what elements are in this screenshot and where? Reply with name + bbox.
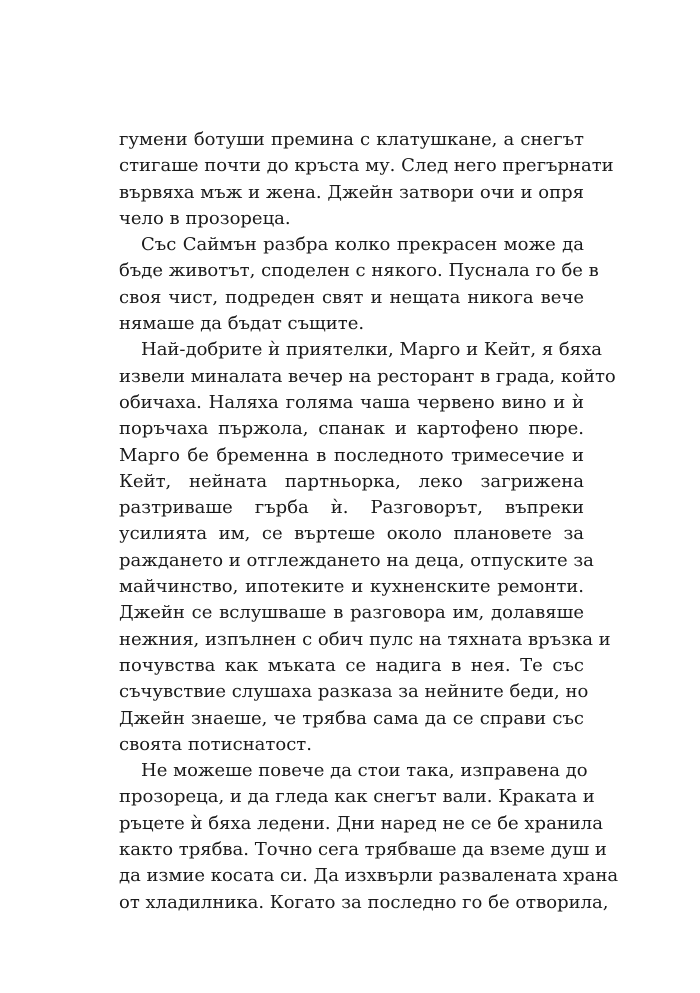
text-line: своя чист, подреден свят и нещата никога вече [119, 286, 584, 308]
text-line: Джейн знаеше, че трябва сама да се справи със [119, 707, 584, 729]
text-line: съчувствие слушаха разказа за нейните беди, но [119, 681, 589, 703]
text-line: Марго бе бременна в последното тримесечие и [119, 444, 584, 466]
text-line: гумени ботуши премина с клатушкане, а снегът [119, 129, 584, 150]
text-line: да измие косата си. Да изхвърли развалената храна [119, 865, 619, 887]
text-line: обичаха. Наляха голяма чаша червено вино и ѝ [119, 391, 584, 413]
text-line: раждането и отглеждането на деца, отпуските за [119, 549, 594, 571]
text-line: майчинство, ипотеките и кухненските ремонти. [119, 576, 584, 598]
text-line: вървяха мъж и жена. Джейн затвори очи и опря [119, 181, 584, 203]
text-line: нежния, изпълнен с обич пулс на тяхната връзка и [119, 628, 611, 650]
text-line: бъде животът, споделен с някого. Пуснала го бе в [119, 260, 599, 282]
text-line: усилията им, се въртеше около плановете за [119, 523, 584, 545]
text-line: Джейн се вслушваше в разговора им, долавяше [119, 602, 584, 624]
text-line: Със Саймън разбра колко прекрасен може да [141, 234, 584, 256]
text-line: своята потиснатост. [119, 733, 312, 755]
text-line: чело в прозореца. [119, 207, 291, 229]
text-line: ръцете ѝ бяха ледени. Дни наред не се бе хранила [119, 812, 603, 834]
text-line: поръчаха пържола, спанак и картофено пюре. [119, 418, 584, 440]
text-line: от хладилника. Когато за последно го бе отворила, [119, 891, 609, 913]
text-line: Не можеше повече да стои така, изправена до [141, 760, 588, 782]
text-line: стигаше почти до кръста му. След него прегърнати [119, 155, 614, 177]
text-line: Най-добрите ѝ приятелки, Марго и Кейт, я бяха [141, 339, 602, 361]
text-line: както трябва. Точно сега трябваше да вземе душ и [119, 839, 607, 861]
body-text [119, 127, 619, 916]
text-line: почувства как мъката се надига в нея. Те със [119, 654, 584, 676]
text-line: разтриваше гърба ѝ. Разговорът, въпреки [119, 497, 584, 519]
text-line: нямаше да бъдат същите. [119, 313, 365, 335]
text-line: извели миналата вечер на ресторант в града, който [119, 365, 616, 387]
text-line: прозореца, и да гледа как снегът вали. Краката и [119, 786, 595, 808]
text-line: Кейт, нейната партньорка, леко загрижена [119, 470, 584, 492]
